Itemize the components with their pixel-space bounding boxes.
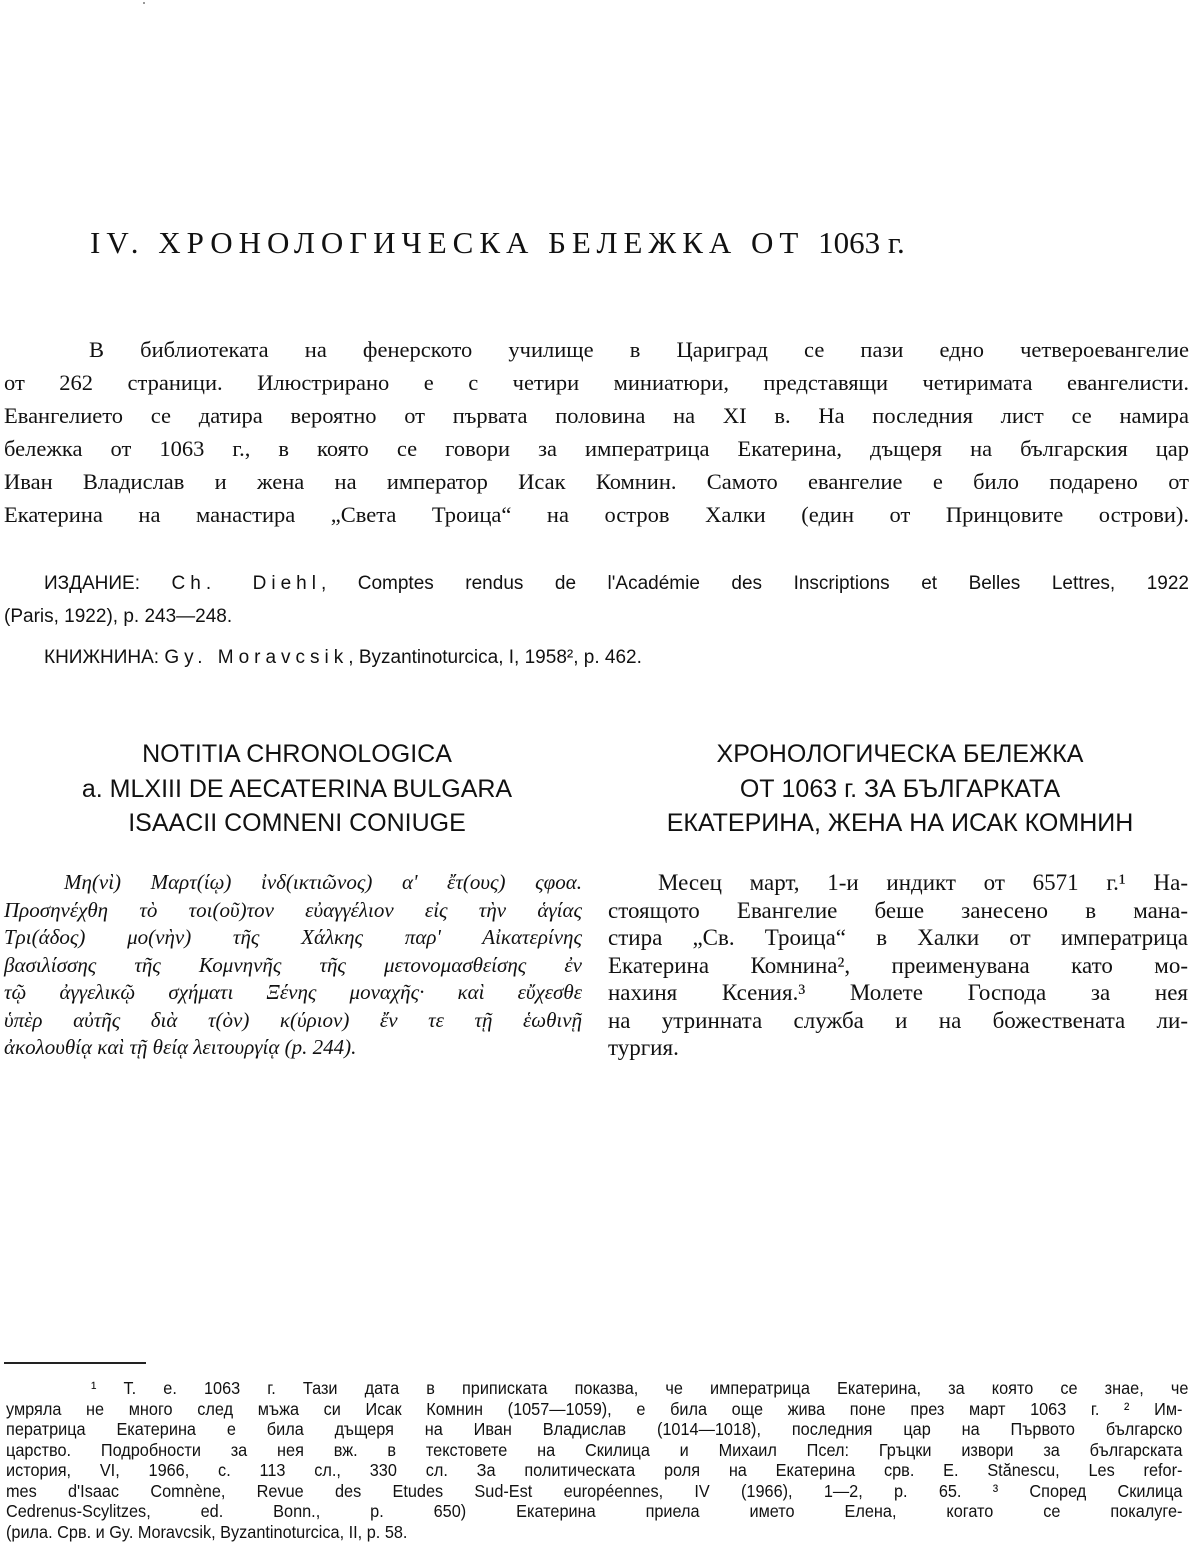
greek-line: ὑπὲρ αὐτῆς διὰ τ(ὸν) κ(ύριον) ἔν τε τῇ ἑωθινῇ <box>4 1007 582 1032</box>
lathead-line: ISAACII COMNENI CONIUGE <box>128 809 466 837</box>
literature-line <box>44 647 642 669</box>
greek-line: Τρι(άδος) μο(νὴν) τῆς Χάλκης παρ' Αἰκατερίνης <box>4 925 582 949</box>
bgtext-line: нахиня Ксения.³ Молете Господа за нея <box>608 980 1188 1005</box>
lathead-line: NOTITIA CHRONOLOGICA <box>142 740 452 768</box>
fn-line: история, VI, 1966, с. 113 сл., 330 сл. За политическата роля на Екатерина срв. E. Stănescu, Les refor- <box>6 1460 1183 1480</box>
body-line: В библиотеката на фенерското училище в Цариград се пази едно четвероевангелие <box>89 337 1189 362</box>
edition-text: , Comptes rendus de l'Académie des Inscriptions et Belles Lettres, 1922 <box>320 573 1189 594</box>
title-text: IV. ХРОНОЛОГИЧЕСКА БЕЛЕЖКА ОТ <box>90 225 805 260</box>
bgtext-line: стоящото Евангелие беше занесено в мана- <box>608 897 1188 923</box>
greek-line: Μη(νὶ) Μαρτ(ίῳ) ἰνδ(ικτιῶνος) α' ἔτ(ους) ςφοα. <box>64 870 582 894</box>
scan-speck <box>143 2 145 4</box>
literature-author: Gy. Moravcsik <box>164 647 349 668</box>
body-line: от 262 страници. Илюстрирано е с четири миниатюри, представящи четиримата евангелисти. <box>4 370 1189 395</box>
body-line: Иван Владислав и жена на император Исак Комнин. Самото евангелие е било подарено от <box>4 469 1189 494</box>
greek-line: Προσηνέχθη τὸ τοι(οῦ)τον εὐαγγέλιον εἰς τὴν ἁγίας <box>4 897 582 922</box>
fn-line: ¹ Т. е. 1063 г. Тази дата в приписката показва, че императрица Екатерина, за която се знае, че <box>91 1378 1189 1398</box>
greek-line: τῷ ἀγγελικῷ σχήματι Ξένης μοναχῆς· καὶ εὔχεσθε <box>4 980 582 1004</box>
fn-line: умряла не много след мъжа си Исак Комнин (1057—1059), е била още жива поне през март 1063 г. ² Им- <box>6 1398 1183 1419</box>
fn-line: царство. Подробности за нея вж. в текстовете на Скилица и Михаил Псел: Гръцки извори за българската <box>6 1439 1183 1460</box>
edition-author: Ch. Diehl <box>171 573 321 594</box>
bghead-line: ОТ 1063 г. ЗА БЪЛГАРКАТА <box>739 774 1061 803</box>
bgtext-line: на утринната служба и на божествената ли- <box>608 1007 1188 1033</box>
fn-line: (рила. Срв. и Gy. Moravcsik, Byzantinoturcica, II, p. 58. <box>6 1521 408 1542</box>
literature-text: , Byzantinoturcica, I, 1958², p. 462. <box>348 647 642 668</box>
fn-line: Cedrenus-Scylitzes, ed. Bonn., p. 650) Екатерина приела името Елена, когато се покалуге- <box>6 1501 1183 1521</box>
body-line: Екатерина на манастира „Света Троица“ на остров Халки (един от Принцовите острови). <box>4 502 1189 527</box>
footnote-rule <box>4 1362 146 1364</box>
literature-label: КНИЖНИНА: <box>44 647 160 668</box>
body-line: Евангелието се датира вероятно от първата половина на XI в. На последния лист се намира <box>4 403 1189 428</box>
bghead-line: ЕКАТЕРИНА, ЖЕНА НА ИСАК КОМНИН <box>666 809 1134 837</box>
greek-line: ἀκολουθίᾳ καὶ τῇ θείᾳ λειτουργίᾳ (p. 244). <box>4 1035 357 1059</box>
bgtext-line: Екатерина Комнина², преименувана като мо- <box>608 952 1188 978</box>
page-title <box>90 225 1135 261</box>
edition-label: ИЗДАНИЕ: <box>44 573 141 594</box>
bgtext-line: Месец март, 1-и индикт от 6571 г.¹ На- <box>658 870 1188 895</box>
bgtext-line: тургия. <box>608 1035 679 1060</box>
edition-line-2: (Paris, 1922), p. 243—248. <box>4 606 233 627</box>
edition-line <box>44 573 1189 595</box>
lathead-line: a. MLXIII DE AECATERINA BULGARA <box>81 774 513 803</box>
bgtext-line: стира „Св. Троица“ в Халки от императрица <box>608 925 1188 950</box>
bghead-line: ХРОНОЛОГИЧЕСКА БЕЛЕЖКА <box>716 740 1084 768</box>
title-year: 1063 г. <box>818 225 905 260</box>
body-line: бележка от 1063 г., в която се говори за императрица Екатерина, дъщеря на българския цар <box>4 436 1189 461</box>
fn-line: mes d'Isaac Comnène, Revue des Etudes Sud-Est européennes, IV (1966), 1—2, p. 65. ³ Според Скилица <box>6 1480 1183 1501</box>
fn-line: ператрица Екатерина е била дъщеря на Иван Владислав (1014—1018), последния цар на Първото българско <box>6 1419 1183 1439</box>
greek-line: βασιλίσσης τῆς Κομνηνῆς τῆς μετονομασθείσης ἐν <box>4 952 582 977</box>
